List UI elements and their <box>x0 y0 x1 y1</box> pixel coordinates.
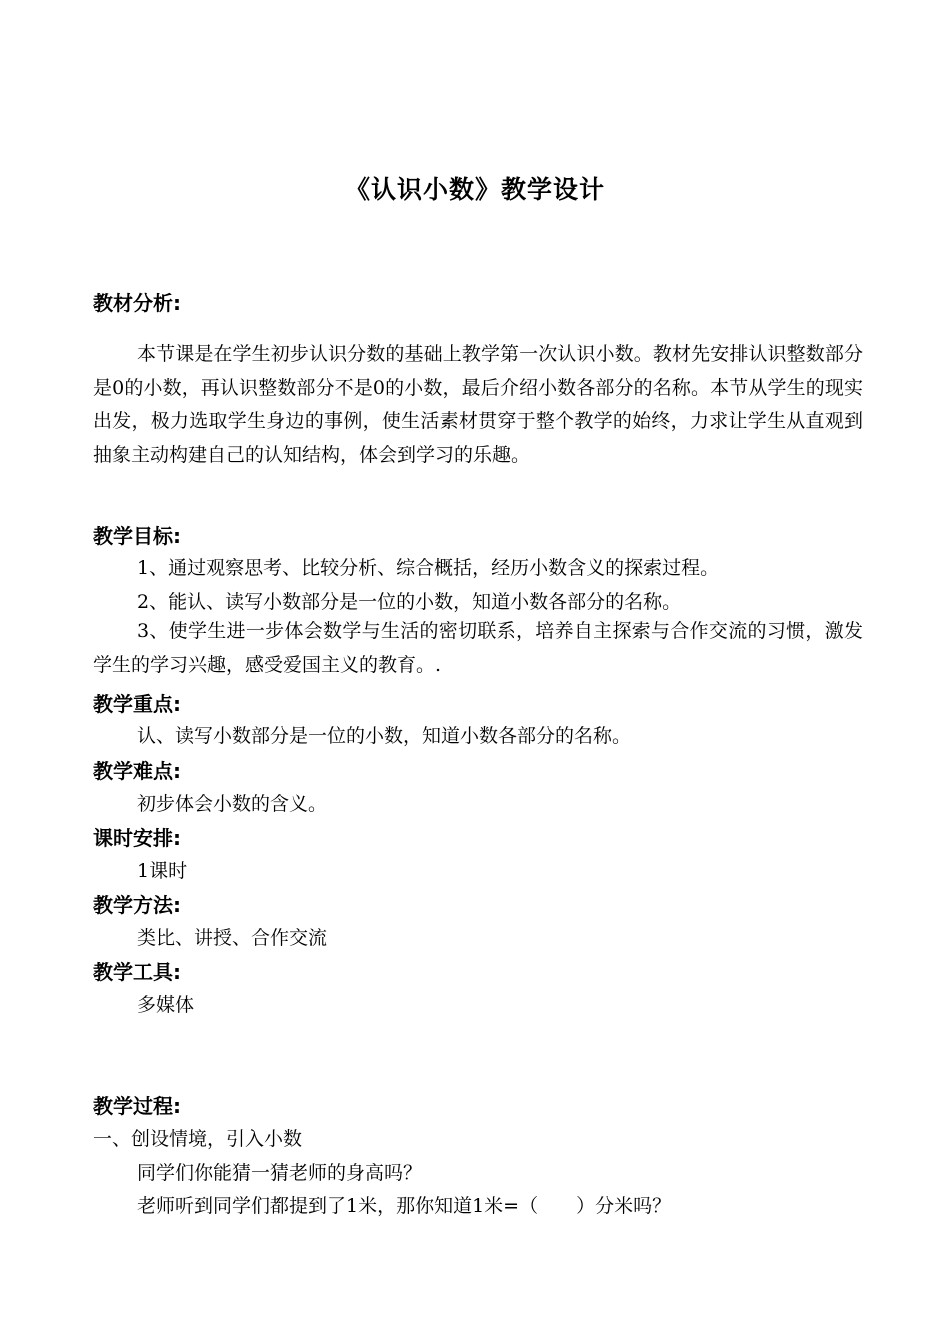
heading-teaching-goals: 教学目标: <box>93 524 181 548</box>
tools-text: 多媒体 <box>137 994 195 1016</box>
goal-item-1: 1、通过观察思考、比较分析、综合概括，经历小数含义的探索过程。 <box>137 557 720 579</box>
heading-schedule: 课时安排: <box>93 826 181 850</box>
difficulties-text: 初步体会小数的含义。 <box>137 793 328 815</box>
heading-methods: 教学方法: <box>93 893 181 917</box>
heading-process: 教学过程: <box>93 1094 181 1118</box>
process-line-1: 同学们你能猜一猜老师的身高吗？ <box>137 1162 423 1184</box>
key-points-text: 认、读写小数部分是一位的小数，知道小数各部分的名称。 <box>137 725 632 747</box>
schedule-text: 1课时 <box>137 860 188 882</box>
goal-item-2: 2、能认、读写小数部分是一位的小数，知道小数各部分的名称。 <box>137 591 682 613</box>
heading-tools: 教学工具: <box>93 960 181 984</box>
process-step-1: 一、创设情境，引入小数 <box>93 1128 303 1150</box>
methods-text: 类比、讲授、合作交流 <box>137 927 328 949</box>
heading-key-points: 教学重点: <box>93 692 181 716</box>
goal-item-3: 3、使学生进一步体会数学与生活的密切联系，培养自主探索与合作交流的习惯，激发学生的学习兴趣，感受爱国主义的教育。. <box>93 620 863 676</box>
process-line-2: 老师听到同学们都提到了1米，那你知道1米=（ ）分米吗？ <box>137 1195 672 1217</box>
heading-difficulties: 教学难点: <box>93 759 181 783</box>
heading-material-analysis: 教材分析: <box>93 291 181 315</box>
document-title: 《认识小数》教学设计 <box>344 175 605 204</box>
material-analysis-paragraph: 本节课是在学生初步认识分数的基础上教学第一次认识小数。教材先安排认识整数部分是0的小数，再认识整数部分不是0的小数，最后介绍小数各部分的名称。本节从学生的现实出发，极力选取学生身边的事例，使生活素材贯穿于整个教学的始终，力求让学生从直观到抽象主动构建自己的认知结构，体会到学习的乐趣。 <box>93 343 863 466</box>
